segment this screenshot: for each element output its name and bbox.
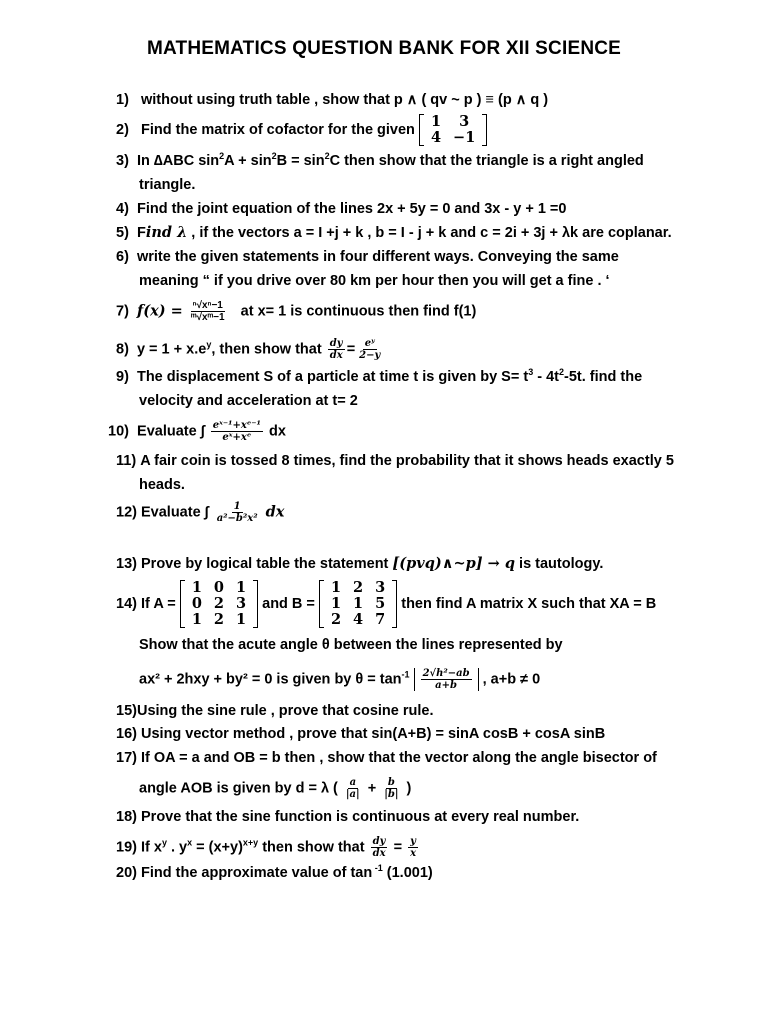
question-9: 9) The displacement S of a particle at time t is given by $S= t^3 - 4t^2-5t$. find the [116,367,643,385]
question-17-line-2: angle AOB is given by d = λ ( $\frac{a}{|a|}$ + $\frac{b}{|b|}$ ) [139,777,412,800]
question-20: 20) Find the approximate value of tan $^{-1}$ (1.001) [116,863,433,881]
question-4: 4) Find the joint equation of the lines 2x + 5y = 0 and 3x - y + 1 =0 [116,201,567,217]
question-number: 1) [116,92,129,108]
question-8: 8) $y = 1 + x.e^y$, then show that $\frac{dy}{dx}$ = $\frac{\text{eʸ}}{2-y}$ [116,338,381,361]
fraction: $\frac{\text{ⁿ√xⁿ−1}}{\text{ᵐ√xᵐ−1}}$ [190,300,225,323]
question-9-line-2: velocity and acceleration at t= 2 [139,393,358,409]
question-number: 2) [116,121,129,138]
page-title: MATHEMATICS QUESTION BANK FOR XII SCIENCE [146,38,622,59]
question-5: 5) Find λ , if the vectors a = I +j + k , b = I - j + k and c = 2i + 3j + λk are coplanar. [116,224,672,241]
question-11: 11) A fair coin is tossed 8 times, find the probability that it shows heads exactly 5 [116,453,674,469]
question-14: 14) If A = 1 0 1 0 2 3 1 2 1 and B = 1 2 3 1 1 5 2 4 7 then find A matrix X such that XA = B [116,579,657,629]
question-10: 10) Evaluate ∫ $\frac{\text{eˣ⁻¹+xᵉ⁻¹}}{\text{eˣ+xᵉ}}$ dx [108,420,286,443]
question-3: 3) In ∆ABC $\sin^2A + \sin^2B = \sin^2C$ then show that the triangle is a right angled [116,151,644,169]
question-1 [116,91,548,109]
question-17: 17) If OA = a and OB = b then , show that the vector along the angle bisector of [116,750,657,766]
question-2 [116,114,487,146]
question-text: Find the matrix of cofactor for the given [141,121,415,138]
question-11-line-2: heads. [139,477,185,493]
question-14b-line-1: Show that the acute angle θ between the lines represented by [139,637,563,653]
question-14b-line-2: ax² + 2hxy + by² = 0 is given by $\theta = \tan^{-1}$ $\frac{\text{2√h²−ab}}{a+b}$ , a+b ≠ 0 [139,668,541,691]
question-12: 12) Evaluate ∫ $\frac{1}{\text{a²−b²x²}}$ dx [116,501,285,524]
question-3-line-2: triangle. [139,177,196,193]
question-16: 16) Using vector method , prove that sin(A+B) = sinA cosB + cosA sinB [116,726,606,742]
question-15: 15)Using the sine rule , prove that cosine rule. [116,703,434,719]
matrix: 1 3 4 −1 [419,114,487,146]
matrix-b: 1 2 3 1 1 5 2 4 7 [319,580,397,628]
question-6: 6) write the given statements in four different ways. Conveying the same [116,249,619,265]
question-7: 7) f(x) = $\frac{\text{ⁿ√xⁿ−1}}{\text{ᵐ√xᵐ−1}}$ at x= 1 is continuous then find f(1) [116,300,477,323]
question-number: 3) [116,153,129,169]
question-18: 18) Prove that the sine function is continuous at every real number. [116,809,580,825]
question-6-line-2: meaning “ if you drive over 80 km per hour then you will get a fine . ‘ [139,273,610,289]
matrix-a: 1 0 1 0 2 3 1 2 1 [180,580,258,628]
question-19: 19) If $x^y$ . $y^x = (x+y)^{x+y}$ then show that $\frac{dy}{dx}$ = $\frac{y}{x}$ [116,836,417,859]
question-13: 13) Prove by logical table the statement [(pvq)∧~p] → q is tautology. [116,555,604,572]
question-text: without using truth table , show that p ∧ ( qv ~ p ) ≡ (p ∧ q ) [141,92,549,108]
